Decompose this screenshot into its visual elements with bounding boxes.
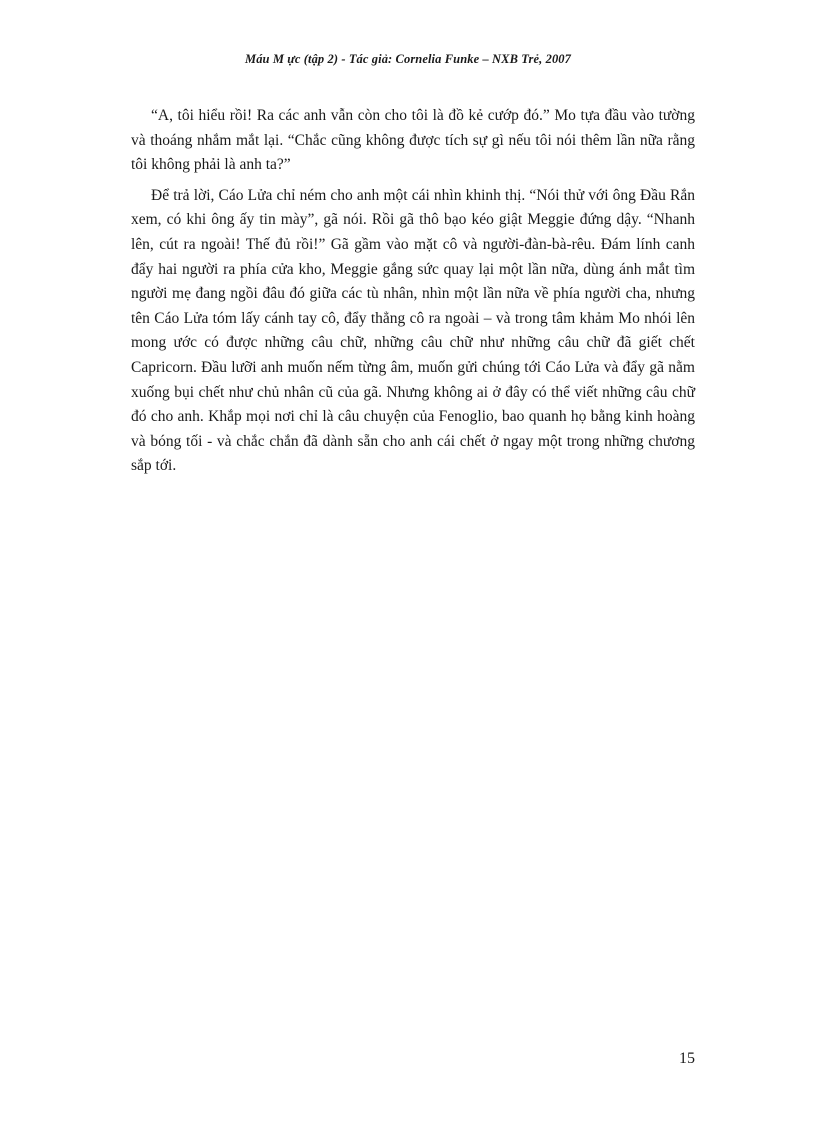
paragraph: Để trả lời, Cáo Lửa chỉ ném cho anh một cái nhìn khinh thị. “Nói thử với ông Đầu Rắn xem, có khi ông ấy tin mày”, gã nói. Rồi gã thô bạo kéo giật Meggie đứng dậy. “Nhanh lên, cút ra ngoài! Thế đủ rồi!” Gã gầm vào mặt cô và người-đàn-bà-rêu. Đám lính canh đẩy hai người ra phía cửa kho, Meggie gắng sức quay lại một lần nữa, dùng ánh mắt tìm người mẹ đang ngồi đâu đó giữa các tù nhân, nhìn một lần nữa về phía người cha, nhưng tên Cáo Lửa tóm lấy cánh tay cô, đẩy thẳng cô ra ngoài – và trong tâm khảm Mo nhói lên mong ước có được những câu chữ, những câu chữ như những câu chữ đã giết chết Capricorn. Đầu lưỡi anh muốn nếm từng âm, muốn gửi chúng tới Cáo Lửa và đẩy gã nằm xuống bụi chết như chủ nhân cũ của gã. Nhưng không ai ở đây có thể viết những câu chữ đó cho anh. Khắp mọi nơi chỉ là câu chuyện của Fenoglio, bao quanh họ bằng kinh hoàng và bóng tối - và chắc chắn đã dành sẵn cho anh cái chết ở ngay một trong những chương sắp tới. (131, 186, 695, 475)
body-text (131, 104, 695, 485)
page-number: 15 (679, 1050, 695, 1067)
paragraph: “A, tôi hiểu rồi! Ra các anh vẫn còn cho tôi là đồ kẻ cướp đó.” Mo tựa đầu vào tường và thoáng nhắm mắt lại. “Chắc cũng không được tích sự gì nếu tôi nói thêm lần nữa rằng tôi không phải là anh ta?” (131, 107, 695, 174)
running-header: Máu M ực (tập 2) - Tác giả: Cornelia Funke – NXB Trẻ, 2007 (244, 52, 572, 66)
